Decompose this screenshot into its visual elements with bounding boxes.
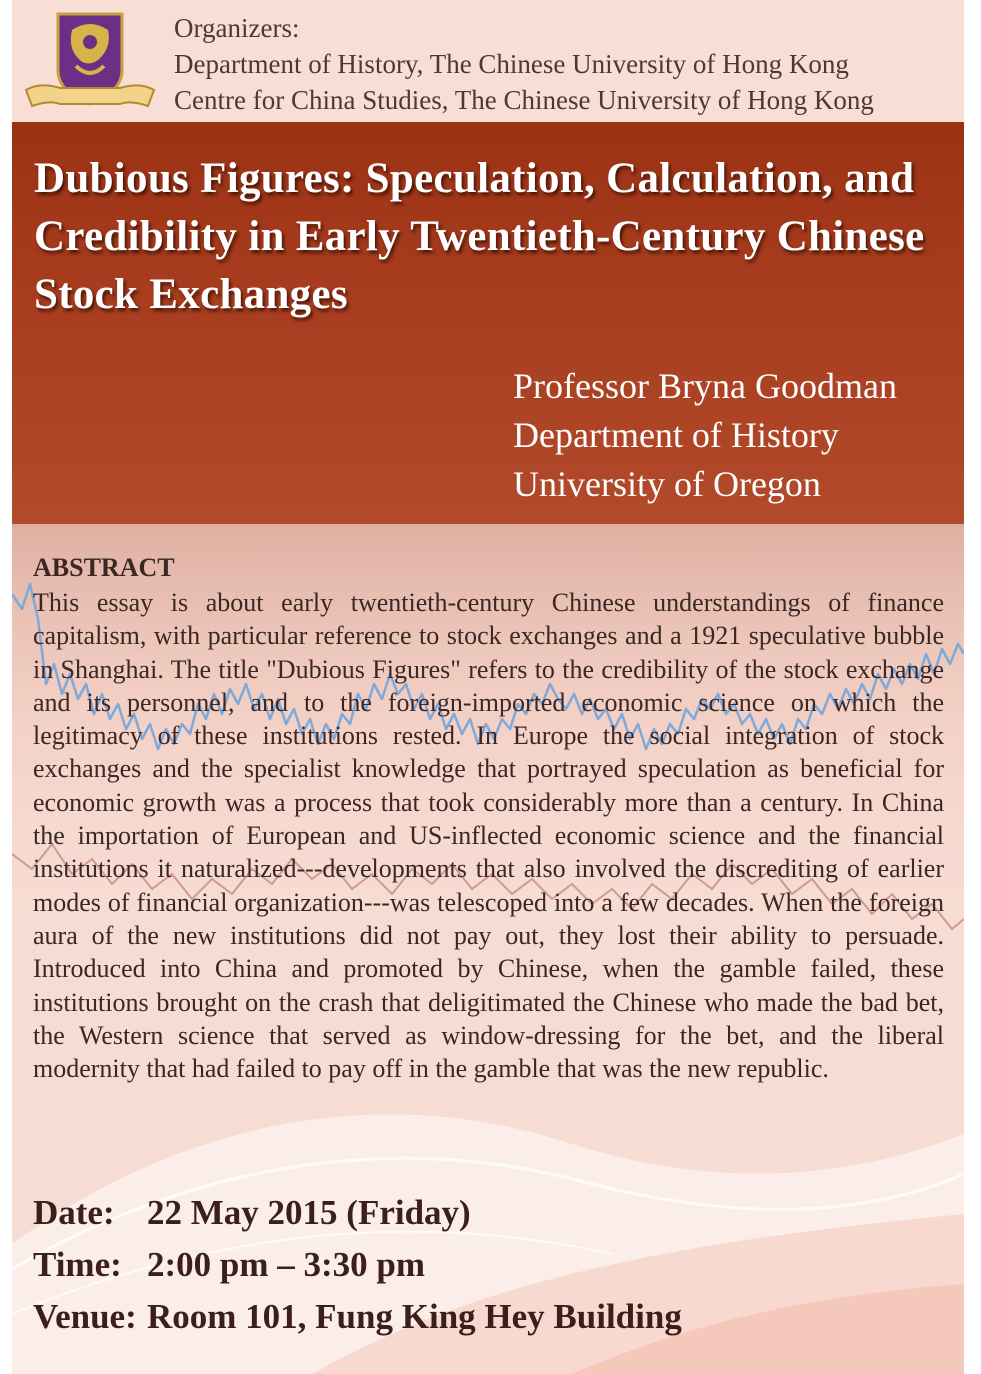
speaker-department: Department of History: [513, 415, 839, 455]
speaker-name: Professor Bryna Goodman: [513, 366, 897, 406]
organizers-label: Organizers:: [174, 13, 300, 43]
time-value: 2:00 pm – 3:30 pm: [147, 1245, 426, 1284]
speaker-block: [513, 362, 897, 509]
time-row: [33, 1239, 682, 1291]
organizers-block: [174, 10, 874, 118]
venue-value: Room 101, Fung King Hey Building: [147, 1297, 682, 1336]
lecture-title: Dubious Figures: Speculation, Calculation, and Credibility in Early Twentieth-Century Chinese Stock Exchanges: [34, 155, 925, 318]
date-label: Date:: [33, 1193, 115, 1232]
abstract-text: This essay is about early twentieth-century Chinese understandings of finance capitalism, with particular reference to stock exchanges and a 1921 speculative bubble in Shanghai. The title "Dubious Figures" refers to the credibility of the stock exchange and its personnel, and to the foreign-imported economic science on which the legitimacy of these institutions rested. In Europe the social integration of stock exchanges and the specialist knowledge that portrayed speculation as beneficial for economic growth was a process that took considerably more than a century. In China the importation of European and US-inflected economic science and the financial institutions it naturalized---developments that also involved the discrediting of earlier modes of financial organization---was telescoped into a few decades. When the foreign aura of the new institutions did not pay out, they lost their ability to persuade. Introduced into China and promoted by Chinese, when the gamble failed, these institutions brought on the crash that deligitimated the Chinese who made the bad bet, the Western science that served as window-dressing for the bet, and the liberal modernity that had failed to pay off in the gamble that was the new republic.: [33, 588, 944, 1084]
organizer-history-department: Department of History, The Chinese University of Hong Kong: [174, 49, 849, 79]
date-value: 22 May 2015 (Friday): [147, 1193, 471, 1232]
cuhk-crest-icon: [20, 8, 160, 114]
speaker-institution: University of Oregon: [513, 464, 821, 504]
time-label: Time:: [33, 1245, 122, 1284]
abstract-heading: ABSTRACT: [33, 553, 175, 582]
venue-row: [33, 1291, 682, 1343]
event-details: [33, 1187, 682, 1343]
organizer-china-studies-centre: Centre for China Studies, The Chinese University of Hong Kong: [174, 85, 874, 115]
date-row: [33, 1187, 682, 1239]
venue-label: Venue:: [33, 1297, 137, 1336]
